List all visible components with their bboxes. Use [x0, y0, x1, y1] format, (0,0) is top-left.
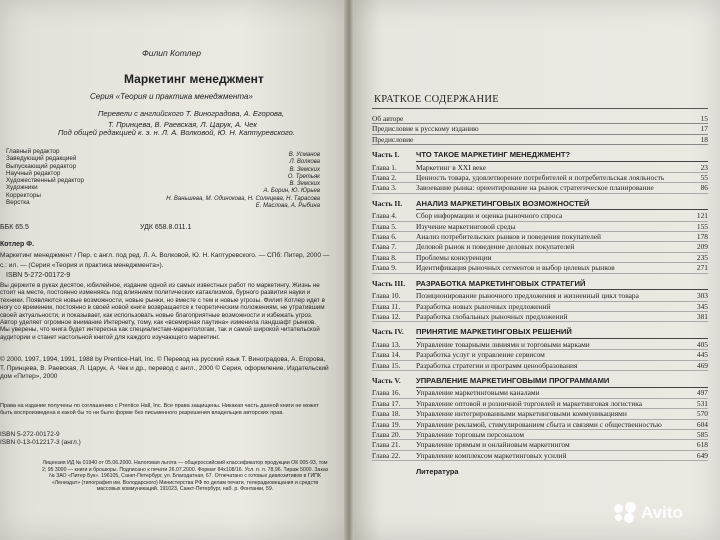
toc-lit-row — [372, 467, 708, 476]
toc-chap-row — [372, 211, 708, 221]
toc-chap-row — [372, 350, 708, 360]
toc-entry-page: 649 — [696, 450, 708, 460]
staff-name: Н. Ваньшева, М. Одинокова, Н. Солнцева, Н. Тарасова — [166, 195, 320, 202]
toc-chap-row — [372, 399, 708, 409]
toc-chap-row — [372, 183, 708, 193]
toc-chap-row — [372, 222, 708, 232]
toc-part-row — [372, 150, 708, 162]
toc-entry-title: ПРИНЯТИЕ МАРКЕТИНГОВЫХ РЕШЕНИЙ — [416, 327, 572, 337]
toc-chap-row — [372, 409, 708, 419]
udk-code: УДК 658.8.011.1 — [140, 224, 192, 231]
toc-entry-title: Разработка глобальных рыночных предложений — [416, 311, 568, 321]
toc-chap-row — [372, 340, 708, 350]
toc-entry-label: Глава 5. — [372, 221, 397, 231]
toc-part-row — [372, 327, 708, 339]
bbk-code: ББК 65.5 — [0, 224, 29, 231]
toc-entry-title: Идентификация рыночных сегментов и выбор целевых рынков — [416, 263, 615, 273]
toc-entry-title: Позиционирование рыночного предложения и жизненный цикл товара — [416, 291, 639, 301]
staff-role: Корректоры — [6, 191, 41, 199]
toc-entry-title: Разработка услуг и управление сервисом — [416, 350, 545, 360]
toc-entry-label: Глава 1. — [372, 162, 397, 172]
rights-text: Права на издание получены по соглашению с Prentice Hall, Inc. Все права защищены. Никакая часть данной книги не может быть воспроизведена в какой бы то ни было форме без письменного разрешения владельцев авторских прав. — [0, 403, 319, 416]
translators-line: Перевели с английского Т. Виноградова, А. Егорова, — [98, 109, 285, 118]
toc-entry-page: 585 — [696, 429, 708, 439]
toc-entry-label: Часть III. — [372, 278, 406, 288]
toc-entry-label: Глава 3. — [372, 183, 397, 193]
toc-entry-page: 345 — [696, 301, 708, 311]
toc-entry-title: Об авторе — [372, 114, 404, 123]
toc-chap-row — [372, 163, 708, 173]
toc-chap-row — [372, 440, 708, 450]
toc-entry-label: Глава 13. — [372, 339, 401, 349]
toc-chap-row — [372, 242, 708, 252]
toc-entry-title: Управление прямым и онлайновым маркетингом — [416, 440, 570, 450]
toc-entry-label: Глава 12. — [372, 311, 401, 321]
toc-entry-title: Управление торговым персоналом — [416, 429, 525, 439]
staff-role: Художники — [6, 184, 38, 192]
toc-entry-page: 155 — [696, 221, 708, 231]
toc-entry-title: Разработка стратегии и программ ценообразования — [416, 360, 578, 370]
toc-chap-row — [372, 312, 708, 322]
toc-chap-row — [372, 388, 708, 398]
toc-entry-title: Предисловие к русскому изданию — [372, 124, 479, 134]
staff-role: Верстка — [6, 199, 30, 207]
toc-entry-page: 15 — [700, 114, 708, 123]
toc-title: КРАТКОЕ СОДЕРЖАНИЕ — [374, 94, 500, 105]
toc-entry-label: Глава 10. — [372, 291, 401, 301]
isbn-line: ISBN 5-272-00172-9 — [6, 272, 71, 279]
citation-block — [0, 251, 329, 270]
toc-entry-label: Глава 20. — [372, 429, 401, 439]
staff-name: О. Третьяк — [287, 173, 320, 180]
toc-chap-row — [372, 420, 708, 430]
citation-line: Маркетинг менеджмент / Пер. с англ. под ред. Л. А. Волковой, Ю. Н. Каптуревского. — СПб: Питер, 2000 — — [0, 252, 330, 259]
toc-entry-label: Часть IV. — [372, 327, 404, 337]
printing-info: Лицензия ИД № 01940 от 05.06.2000. Налоговая льгота — общероссийский классификатор продукции ОК 005-93, том 2; 95 3000 — книги и брошюры. Подписано к печати 26.07.2000. Формат 84х108/16. Усл. п. л. 78,96. Тираж 5000. Заказ № ЗАО «Питер Бук». 196105, Санкт-Петербург, ул. Благодатная, 67. Отпечатано с готовых диапозитивов в ГИПК «Лениздат» (типография им. Володарского) Министерства РФ по делам печати, телерадиовещания и средств массовых коммуникаций. 191023, Санкт-Петербург, наб. р. Фонтанки, 59. — [41, 460, 329, 493]
toc-list — [372, 114, 708, 477]
toc-entry-title: Управление интегрированными маркетинговыми коммуникациями — [416, 409, 627, 419]
staff-name: В. Усманов — [288, 152, 320, 158]
toc-entry-page: 178 — [696, 232, 708, 242]
isbn-item: ISBN 0-13-012217-3 (англ.) — [0, 439, 81, 446]
citation-line: с.: ил. — (Серия «Теория и практика менеджмента»). — [0, 261, 164, 269]
toc-entry-page: 271 — [696, 263, 708, 273]
staff-role: Научный редактор — [6, 169, 61, 177]
toc-entry-page: 121 — [696, 211, 708, 221]
staff-name: В. Земских — [289, 166, 320, 173]
toc-entry-label: Глава 7. — [372, 242, 397, 252]
toc-entry-title: Проблемы конкуренции — [416, 252, 492, 262]
toc-entry-label: Глава 19. — [372, 419, 401, 429]
toc-front-row — [372, 124, 708, 134]
toc-entry-label: Глава 4. — [372, 211, 397, 221]
isbn-list — [0, 431, 81, 447]
toc-entry-title: Деловой рынок и поведение деловых покупателей — [416, 242, 575, 252]
toc-entry-label: Часть II. — [372, 198, 403, 208]
toc-front-row — [372, 135, 708, 145]
toc-entry-title: Завоевание рынка: ориентирование на рынок стратегическое планирование — [416, 183, 654, 193]
staff-role: Выпускающий редактор — [6, 162, 77, 170]
toc-entry-label: Глава 2. — [372, 173, 397, 183]
staff-role: Главный редактор — [6, 148, 60, 155]
translators-line: Т. Принцева, В. Раевская, Л. Царук, А. Чек — [108, 120, 257, 129]
toc-entry-page: 17 — [700, 124, 708, 134]
catalog-author: Котлер Ф. — [0, 241, 35, 248]
staff-name: Л. Волкова — [289, 159, 320, 166]
toc-entry-title: Литература — [416, 467, 459, 477]
toc-entry-title: Управление оптовой и розничной торговлей и маркетинговая логистика — [416, 398, 643, 408]
toc-entry-label: Глава 17. — [372, 398, 401, 408]
toc-entry-title: Сбор информации и оценка рыночного спроса — [416, 211, 563, 221]
toc-entry-label: Глава 8. — [372, 252, 397, 262]
toc-entry-title: Анализ потребительских рынков и поведения покупателей — [416, 232, 602, 242]
toc-entry-page: 86 — [700, 183, 708, 193]
annotation-text: Вы держите в руках десятое, юбилейное, издание одной из самых известных работ по маркетингу. Жизнь не стоит на месте, постоянно изменяясь под влиянием политических катаклизмов, бурного развития науки и техники. Появляются новые возможности, новые рынки, но вместе с тем и новые угрозы. Филип Котлер идет в ногу со временем, постоянно в своей новой книге возвращается к теоретическим положениям, не утратившим своей актуальности, и показывает, как использовать новые благоприятные возможности и избежать угроз. Автор уделяет огромное внимание Интернету, тому, как «всемирная паутина» изменила ландшафт рынков. Мы уверены, что книга будет интересна как специалистам-маркетологам, так и самой широкой читательской аудитории и станет настольной книгой для каждого изучающего маркетинг. — [0, 282, 325, 341]
toc-entry-label: Часть V. — [372, 375, 401, 385]
staff-names — [150, 152, 320, 210]
toc-chap-row — [372, 263, 708, 273]
toc-entry-page: 570 — [696, 409, 708, 419]
toc-entry-title: Управление комплексом маркетинговых усилий — [416, 450, 567, 460]
author-name: Филип Котлер — [142, 48, 201, 58]
staff-name: Е. Маслова, А. Рыбина — [255, 203, 320, 210]
toc-entry-label: Глава 11. — [372, 301, 401, 311]
toc-entry-page: 618 — [696, 440, 708, 450]
toc-entry-title: ЧТО ТАКОЕ МАРКЕТИНГ МЕНЕДЖМЕНТ? — [416, 150, 571, 160]
toc-entry-page: 235 — [696, 252, 708, 262]
toc-part-row — [372, 199, 708, 211]
watermark-text: Avito — [641, 503, 683, 522]
avito-logo-icon — [614, 502, 636, 524]
staff-name: В. Земских — [289, 181, 320, 188]
toc-entry-page: 18 — [700, 134, 708, 144]
staff-roles — [6, 148, 84, 206]
toc-part-row — [372, 376, 708, 388]
toc-entry-title: РАЗРАБОТКА МАРКЕТИНГОВЫХ СТРАТЕГИЙ — [416, 278, 586, 288]
toc-entry-title: Изучение маркетинговой среды — [416, 221, 516, 231]
toc-entry-title: Разработка новых рыночных предложений — [416, 301, 551, 311]
avito-watermark — [614, 502, 683, 524]
toc-entry-title: УПРАВЛЕНИЕ МАРКЕТИНГОВЫМИ ПРОГРАММАМИ — [416, 375, 610, 385]
toc-entry-page: 469 — [696, 360, 708, 370]
toc-divider — [372, 108, 708, 109]
toc-entry-page: 303 — [696, 291, 708, 301]
toc-part-row — [372, 279, 708, 291]
toc-entry-page: 497 — [696, 388, 708, 398]
toc-entry-page: 405 — [696, 339, 708, 349]
book-spine — [344, 0, 354, 540]
toc-chap-row — [372, 173, 708, 183]
toc-entry-title: АНАЛИЗ МАРКЕТИНГОВЫХ ВОЗМОЖНОСТЕЙ — [416, 198, 590, 208]
toc-entry-label: Глава 9. — [372, 263, 397, 273]
series-name: Серия «Теория и практика менеджмента» — [90, 92, 253, 101]
toc-entry-page: 604 — [696, 419, 708, 429]
toc-entry-label: Глава 6. — [372, 232, 397, 242]
isbn-item: ISBN 5-272-00172-9 — [0, 431, 60, 438]
toc-chap-row — [372, 302, 708, 312]
toc-entry-label: Глава 22. — [372, 450, 401, 460]
toc-entry-title: Ценность товара, удовлетворение потребителей и потребительская лояльность — [416, 173, 665, 183]
toc-entry-label: Глава 15. — [372, 360, 401, 370]
toc-entry-label: Глава 21. — [372, 440, 401, 450]
toc-entry-title: Управление товарными линиями и торговыми марками — [416, 339, 590, 349]
toc-entry-page: 209 — [696, 242, 708, 252]
book-title: Маркетинг менеджмент — [124, 72, 264, 86]
toc-entry-page: 445 — [696, 350, 708, 360]
editors-line: Под общей редакцией к. э. н. Л. А. Волковой, Ю. Н. Каптуревского. — [58, 128, 295, 137]
copyright-text: © 2000, 1997, 1994, 1991, 1988 by Prentice-Hall, Inc. © Перевод на русский язык Т. Виноградова, А. Егорова, Т. Принцева, В. Раевская, Л. Царук, А. Чек и др., перевод с англ., 2000 © Серия, оформление, Издательский дом «Питер», 2000 — [0, 356, 329, 380]
toc-chap-row — [372, 291, 708, 301]
toc-entry-page: 381 — [696, 311, 708, 321]
staff-name: А. Борин, Ю. Юрьев — [263, 188, 320, 195]
toc-front-row — [372, 114, 708, 124]
toc-entry-label: Глава 18. — [372, 409, 401, 419]
toc-entry-title: Предисловие — [372, 134, 414, 144]
toc-chap-row — [372, 451, 708, 461]
toc-entry-page: 55 — [700, 173, 708, 183]
toc-entry-label: Глава 16. — [372, 388, 401, 398]
toc-entry-title: Управление рекламой, стимулированием сбыта и связями с общественностью — [416, 419, 662, 429]
toc-entry-label: Часть I. — [372, 150, 400, 160]
toc-chap-row — [372, 361, 708, 371]
toc-entry-title: Управление маркетинговыми каналами — [416, 388, 540, 398]
staff-role: Заведующий редакцией — [6, 155, 77, 163]
staff-role: Художественный редактор — [6, 177, 85, 185]
toc-entry-label: Глава 14. — [372, 350, 401, 360]
toc-chap-row — [372, 232, 708, 242]
toc-entry-title: Маркетинг в XXI веке — [416, 162, 486, 172]
toc-chap-row — [372, 253, 708, 263]
translators-block — [98, 108, 284, 130]
toc-chap-row — [372, 430, 708, 440]
toc-entry-page: 531 — [696, 398, 708, 408]
toc-entry-page: 23 — [700, 162, 708, 172]
